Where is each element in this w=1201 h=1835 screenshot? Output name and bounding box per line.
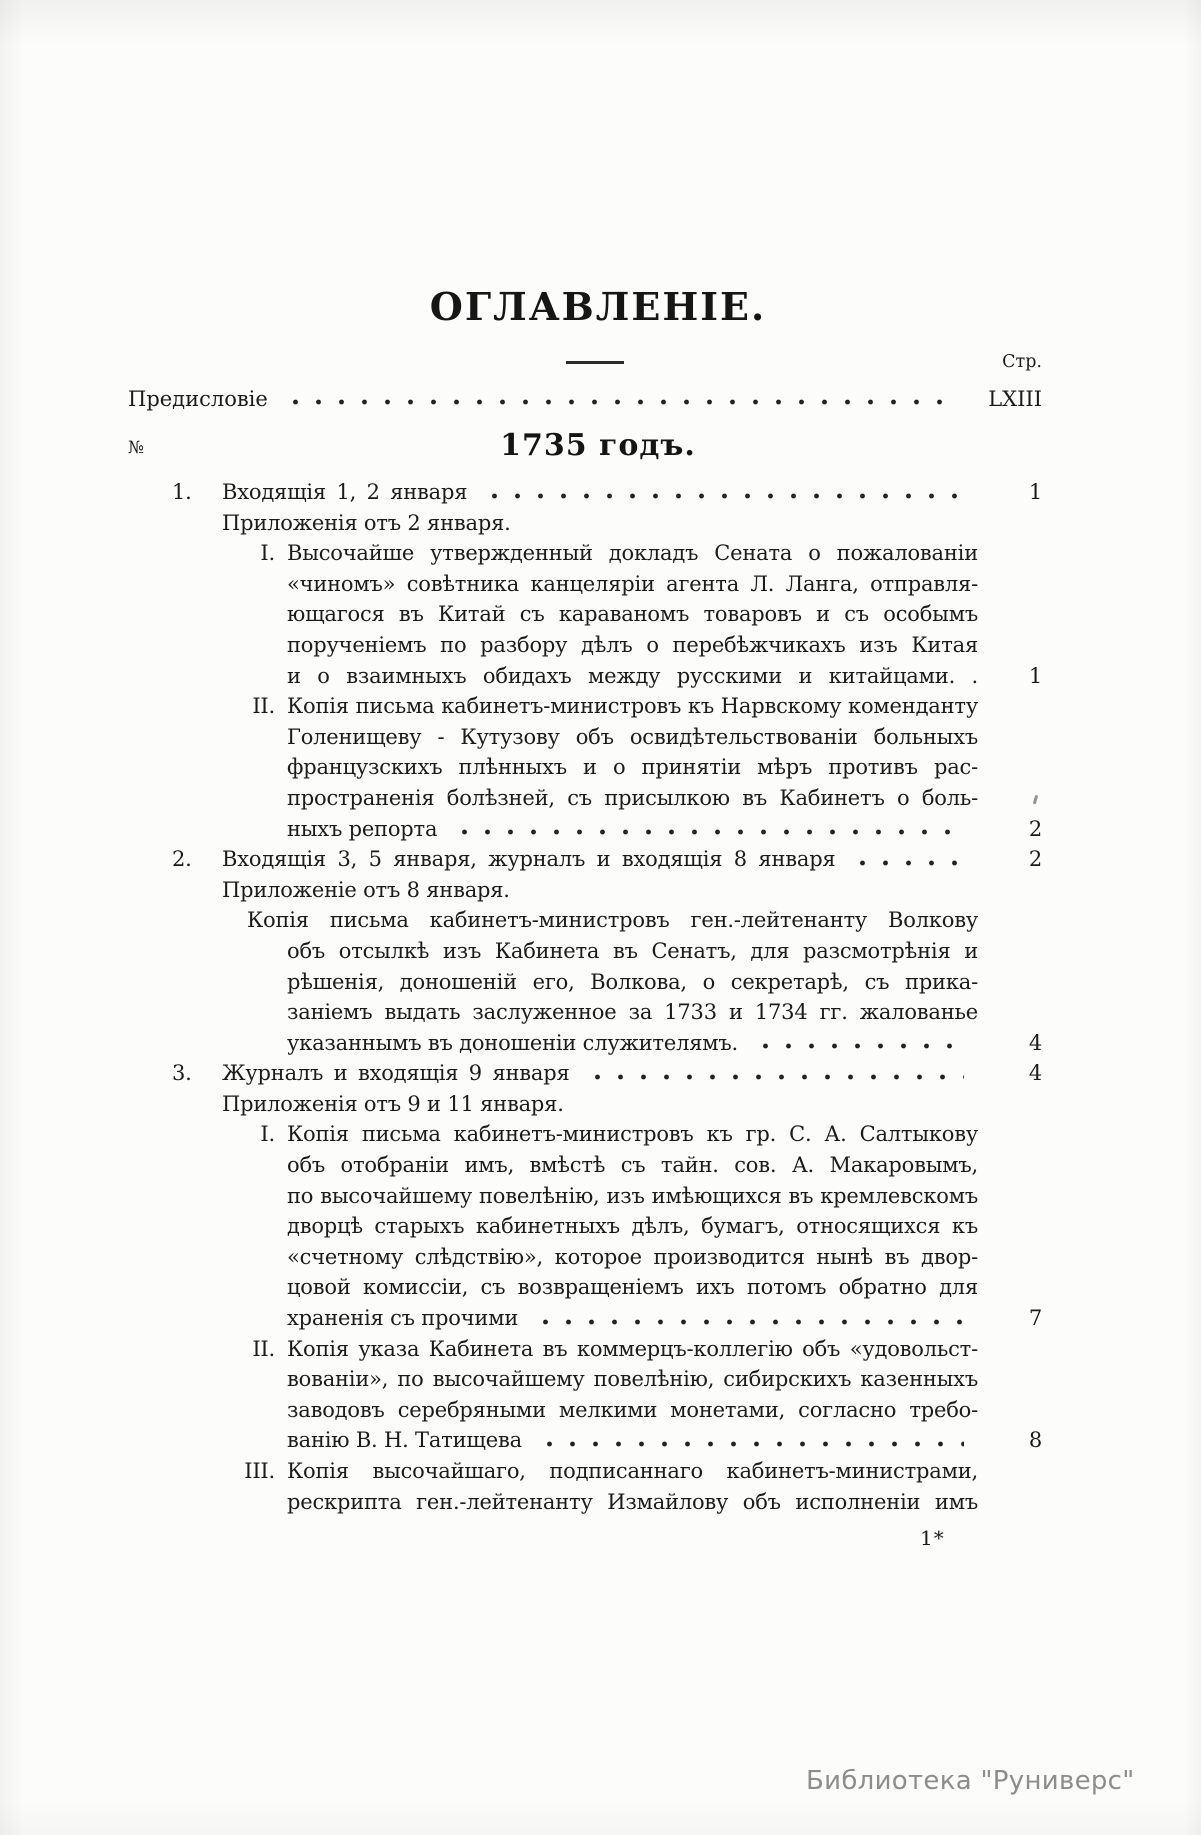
toc-text: Высочайше утвержденный докладъ Сената о пожалованіи	[287, 541, 978, 566]
entry-number: 1.	[172, 480, 192, 504]
page-title: ОГЛАВЛЕНІЕ.	[429, 284, 767, 329]
toc-annex-label	[128, 1089, 1042, 1120]
toc-subentry	[128, 905, 1042, 936]
dot-leader	[280, 384, 958, 414]
entry-number: 2.	[172, 847, 192, 872]
toc-text: цовой комиссіи, съ возвращеніемъ ихъ потомъ обратно для	[287, 1275, 978, 1300]
toc-text: вованіи», по высочайшему повелѣнію, сибирскихъ казенныхъ	[287, 1367, 978, 1392]
toc-continuation	[128, 1303, 1042, 1334]
library-watermark: Библиотека "Руниверс"	[806, 1766, 1135, 1796]
title-divider-rule	[566, 361, 624, 364]
toc-continuation	[128, 1150, 1042, 1181]
roman-numeral: II.	[252, 1336, 275, 1361]
toc-continuation	[128, 967, 1042, 998]
toc-text: пространенія болѣзней, съ присылкою въ Кабинетъ о боль-	[287, 785, 978, 810]
toc-continuation	[128, 1425, 1042, 1456]
toc-continuation	[128, 1181, 1042, 1212]
toc-text: объ отобраніи имъ, вмѣстѣ съ тайн. сов. А. Макаровымъ,	[287, 1153, 978, 1178]
toc-continuation	[128, 783, 1042, 814]
toc-text: Копія письма кабинетъ-министровъ къ Нарвскому коменданту	[287, 694, 978, 719]
toc-text: Копія высочайшаго, подписаннаго кабинетъ-министрами,	[287, 1459, 978, 1483]
dot-leader	[479, 477, 964, 508]
page-number: 2	[1028, 816, 1042, 841]
toc-entry	[128, 477, 1042, 508]
toc-continuation	[128, 722, 1042, 753]
toc-text: Приложенія отъ 9 и 11 января.	[222, 1091, 564, 1116]
roman-numeral: II.	[252, 694, 275, 719]
preface-row	[128, 384, 1042, 414]
toc-text: указаннымъ въ доношеніи служителямъ.	[287, 1030, 739, 1055]
page-number: 4	[1028, 1030, 1042, 1055]
roman-numeral: I.	[260, 1122, 275, 1147]
page-number: 1	[1028, 480, 1042, 504]
toc-entry	[128, 844, 1042, 875]
toc-text: ющагося въ Китай съ караваномъ товаровъ и съ особымъ	[287, 602, 978, 627]
toc-text: французскихъ плѣнныхъ и о принятіи мѣръ противъ рас-	[287, 755, 978, 780]
dot-leader	[847, 844, 964, 875]
toc-text: заводовъ серебряными мелкими монетами, согласно требо-	[287, 1397, 978, 1422]
toc-continuation	[128, 1364, 1042, 1395]
page-number: 8	[1028, 1428, 1042, 1453]
toc-continuation	[128, 630, 1042, 661]
number-column-header: №	[128, 438, 145, 458]
toc-continuation	[128, 1395, 1042, 1426]
toc-text: Копія письма кабинетъ-министровъ къ гр. С. А. Салтыкову	[287, 1122, 978, 1147]
toc-continuation	[128, 814, 1042, 845]
toc-text: Копія указа Кабинета въ коммерцъ-коллегію объ «удовольст-	[287, 1336, 978, 1361]
toc-subentry	[128, 1456, 1042, 1487]
toc-text: ныхъ репорта	[287, 816, 438, 841]
dot-leader	[534, 1425, 964, 1456]
toc-text: «чиномъ» совѣтника канцеляріи агента Л. Ланга, отправля-	[287, 571, 978, 596]
page-column-header: Стр.	[1002, 352, 1042, 372]
toc-text: порученіемъ по разбору дѣлъ о перебѣжчикахъ изъ Китая	[287, 632, 978, 657]
toc-annex-label	[128, 875, 1042, 906]
roman-numeral: III.	[244, 1459, 275, 1483]
toc-subentry	[128, 1334, 1042, 1365]
dot-leader	[449, 814, 964, 845]
toc-text: Голенищеву - Кутузову объ освидѣтельствованіи больныхъ	[287, 724, 978, 749]
preface-page-number: LXIII	[988, 387, 1042, 411]
toc-subentry	[128, 691, 1042, 722]
toc-continuation	[128, 1211, 1042, 1242]
dot-leader	[582, 1058, 964, 1089]
year-heading: 1735 годъ.	[500, 428, 696, 463]
toc-continuation	[128, 752, 1042, 783]
toc-text: храненія съ прочими	[287, 1306, 519, 1331]
toc-entry	[128, 1058, 1042, 1089]
toc-continuation	[128, 569, 1042, 600]
toc-subentry	[128, 538, 1042, 569]
toc-continuation	[128, 1487, 1042, 1518]
toc-subentry	[128, 1119, 1042, 1150]
entry-number: 3.	[172, 1061, 192, 1086]
toc-text: Входящія 1, 2 января	[222, 480, 468, 504]
page-number: 1	[1028, 663, 1042, 688]
table-of-contents	[128, 477, 1042, 1517]
toc-text: Приложеніе отъ 8 января.	[222, 877, 510, 902]
toc-text: по высочайшему повелѣнію, изъ имѣющихся въ кремлевскомъ	[287, 1183, 978, 1208]
page-number: 4	[1028, 1061, 1042, 1086]
toc-text: и о взаимныхъ обидахъ между русскими и китайцами. .	[287, 663, 978, 688]
dot-leader	[530, 1303, 964, 1334]
toc-text: Журналъ и входящія 9 января	[222, 1061, 570, 1086]
toc-text: дворцѣ старыхъ кабинетныхъ дѣлъ, бумагъ, относящихся къ	[287, 1214, 978, 1239]
signature-mark: 1*	[920, 1526, 945, 1550]
toc-text: Входящія 3, 5 января, журналъ и входящія 8 января	[222, 847, 836, 872]
toc-annex-label	[128, 508, 1042, 539]
toc-text: ванію В. Н. Татищева	[287, 1428, 522, 1453]
toc-text: Приложенія отъ 2 января.	[222, 510, 511, 535]
toc-text: рескрипта ген.-лейтенанту Измайлову объ исполненіи имъ	[287, 1489, 978, 1514]
toc-continuation	[128, 1242, 1042, 1273]
toc-continuation	[128, 1272, 1042, 1303]
preface-label: Предисловіе	[128, 387, 268, 411]
toc-continuation	[128, 997, 1042, 1028]
roman-numeral: I.	[260, 541, 275, 566]
toc-continuation	[128, 599, 1042, 630]
dot-leader	[750, 1028, 964, 1059]
toc-continuation	[128, 661, 1042, 692]
toc-text: Копія письма кабинетъ-министровъ ген.-лейтенанту Волкову	[247, 908, 978, 933]
page-number: 2	[1028, 847, 1042, 872]
toc-continuation	[128, 936, 1042, 967]
page-number: 7	[1028, 1306, 1042, 1331]
toc-text: заніемъ выдать заслуженное за 1733 и 1734 гг. жалованье	[287, 1000, 978, 1025]
toc-text: «счетному слѣдствію», которое производится нынѣ въ двор-	[287, 1244, 978, 1269]
toc-text: объ отсылкѣ изъ Кабинета въ Сенатъ, для разсмотрѣнія и	[287, 938, 978, 963]
toc-continuation	[128, 1028, 1042, 1059]
toc-text: рѣшенія, доношеній его, Волкова, о секретарѣ, съ прика-	[287, 969, 978, 994]
